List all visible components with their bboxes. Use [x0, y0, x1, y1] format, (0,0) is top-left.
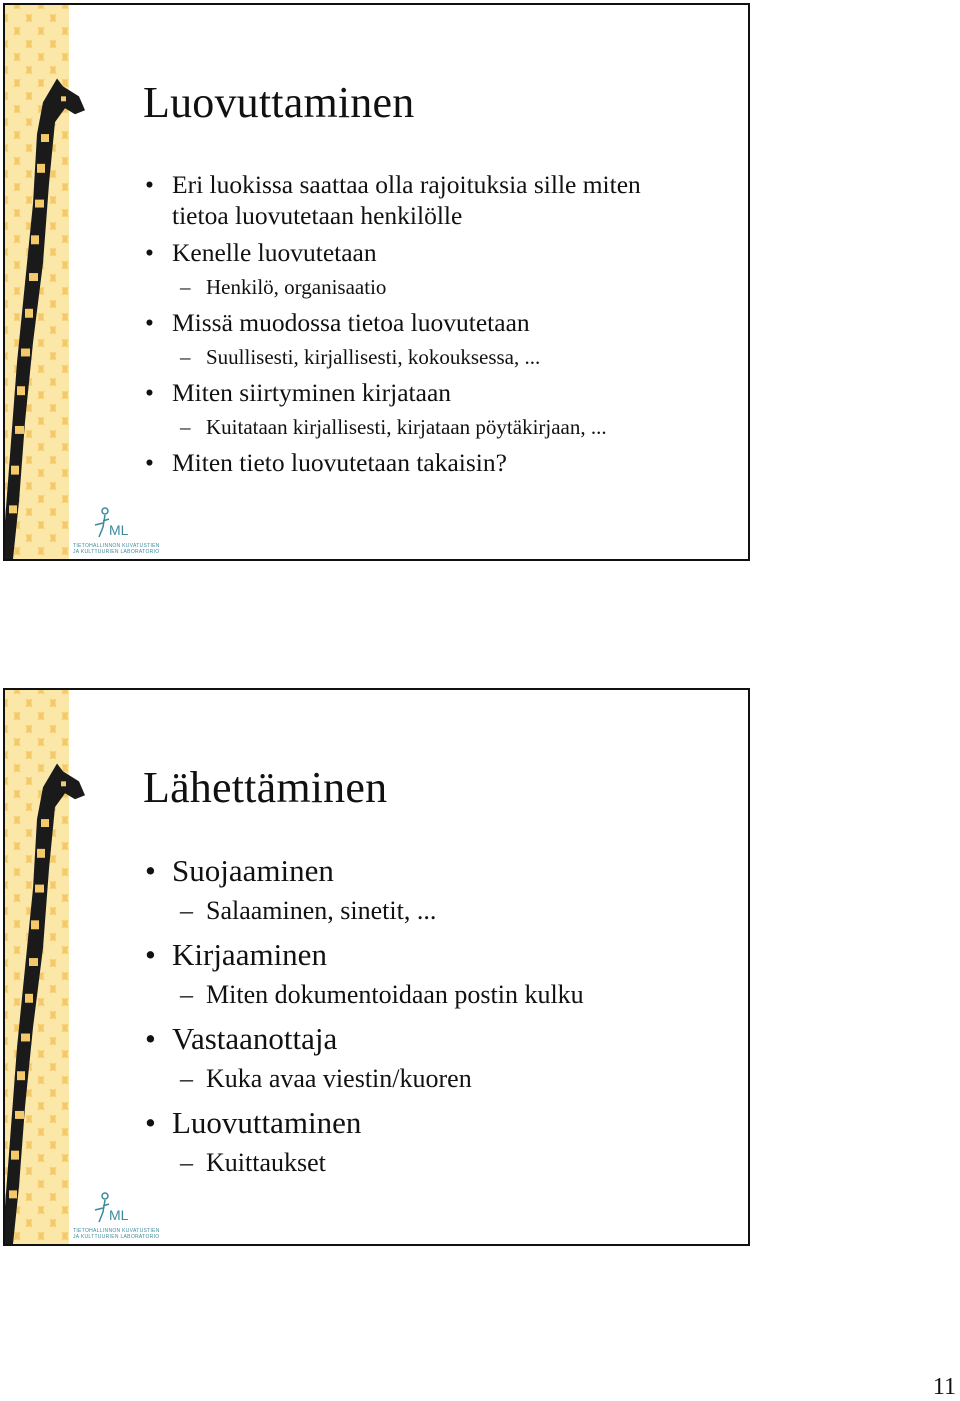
fml-logo	[73, 1192, 173, 1240]
sub-bullet-item: – Kuittaukset	[143, 1146, 584, 1180]
bullet-item: • Miten tieto luovutetaan takaisin?	[143, 447, 642, 478]
bullet-item: • Eri luokissa saattaa olla rajoituksia sille miten tietoa luovutetaan henkilölle	[143, 169, 642, 231]
bullet-item: • Luovuttaminen	[143, 1104, 584, 1142]
svg-text:ML: ML	[109, 522, 129, 538]
bullet-item: • Missä muodossa tietoa luovutetaan	[143, 307, 642, 338]
bullet-item: • Miten siirtyminen kirjataan	[143, 377, 642, 408]
page-number: 11	[932, 1374, 956, 1400]
slide-2	[3, 688, 750, 1246]
slide-1	[3, 3, 750, 561]
bullet-list	[143, 169, 642, 484]
fml-logo-mark	[73, 507, 143, 541]
sub-bullet-item: – Miten dokumentoidaan postin kulku	[143, 978, 584, 1012]
logo-caption-line: JA KULTTUURIEN LABORATORIO	[73, 549, 160, 555]
bullet-item: • Kenelle luovutetaan	[143, 237, 642, 268]
sub-bullet-item: – Kuka avaa viestin/kuoren	[143, 1062, 584, 1096]
slide-title: Lähettäminen	[143, 763, 388, 812]
slide-title: Luovuttaminen	[143, 78, 415, 127]
logo-caption	[73, 543, 173, 555]
bullet-item: • Suojaaminen	[143, 852, 584, 890]
fml-logo	[73, 507, 173, 555]
sub-bullet-item: – Salaaminen, sinetit, ...	[143, 894, 584, 928]
giraffe-icon	[5, 5, 95, 559]
bullet-list	[143, 852, 584, 1188]
sub-bullet-item: – Kuitataan kirjallisesti, kirjataan pöytäkirjaan, ...	[143, 414, 642, 441]
fml-logo-mark	[73, 1192, 143, 1226]
logo-caption-line: JA KULTTUURIEN LABORATORIO	[73, 1234, 160, 1240]
sub-bullet-item: – Suullisesti, kirjallisesti, kokouksessa, ...	[143, 344, 642, 371]
logo-caption	[73, 1228, 173, 1240]
logo-caption-line: TIETOHALLINNON KUVATUSTIEN	[73, 543, 160, 549]
giraffe-icon	[5, 690, 95, 1244]
logo-caption-line: TIETOHALLINNON KUVATUSTIEN	[73, 1228, 160, 1234]
sub-bullet-item: – Henkilö, organisaatio	[143, 274, 642, 301]
bullet-item: • Kirjaaminen	[143, 936, 584, 974]
svg-text:ML: ML	[109, 1207, 129, 1223]
bullet-item: • Vastaanottaja	[143, 1020, 584, 1058]
